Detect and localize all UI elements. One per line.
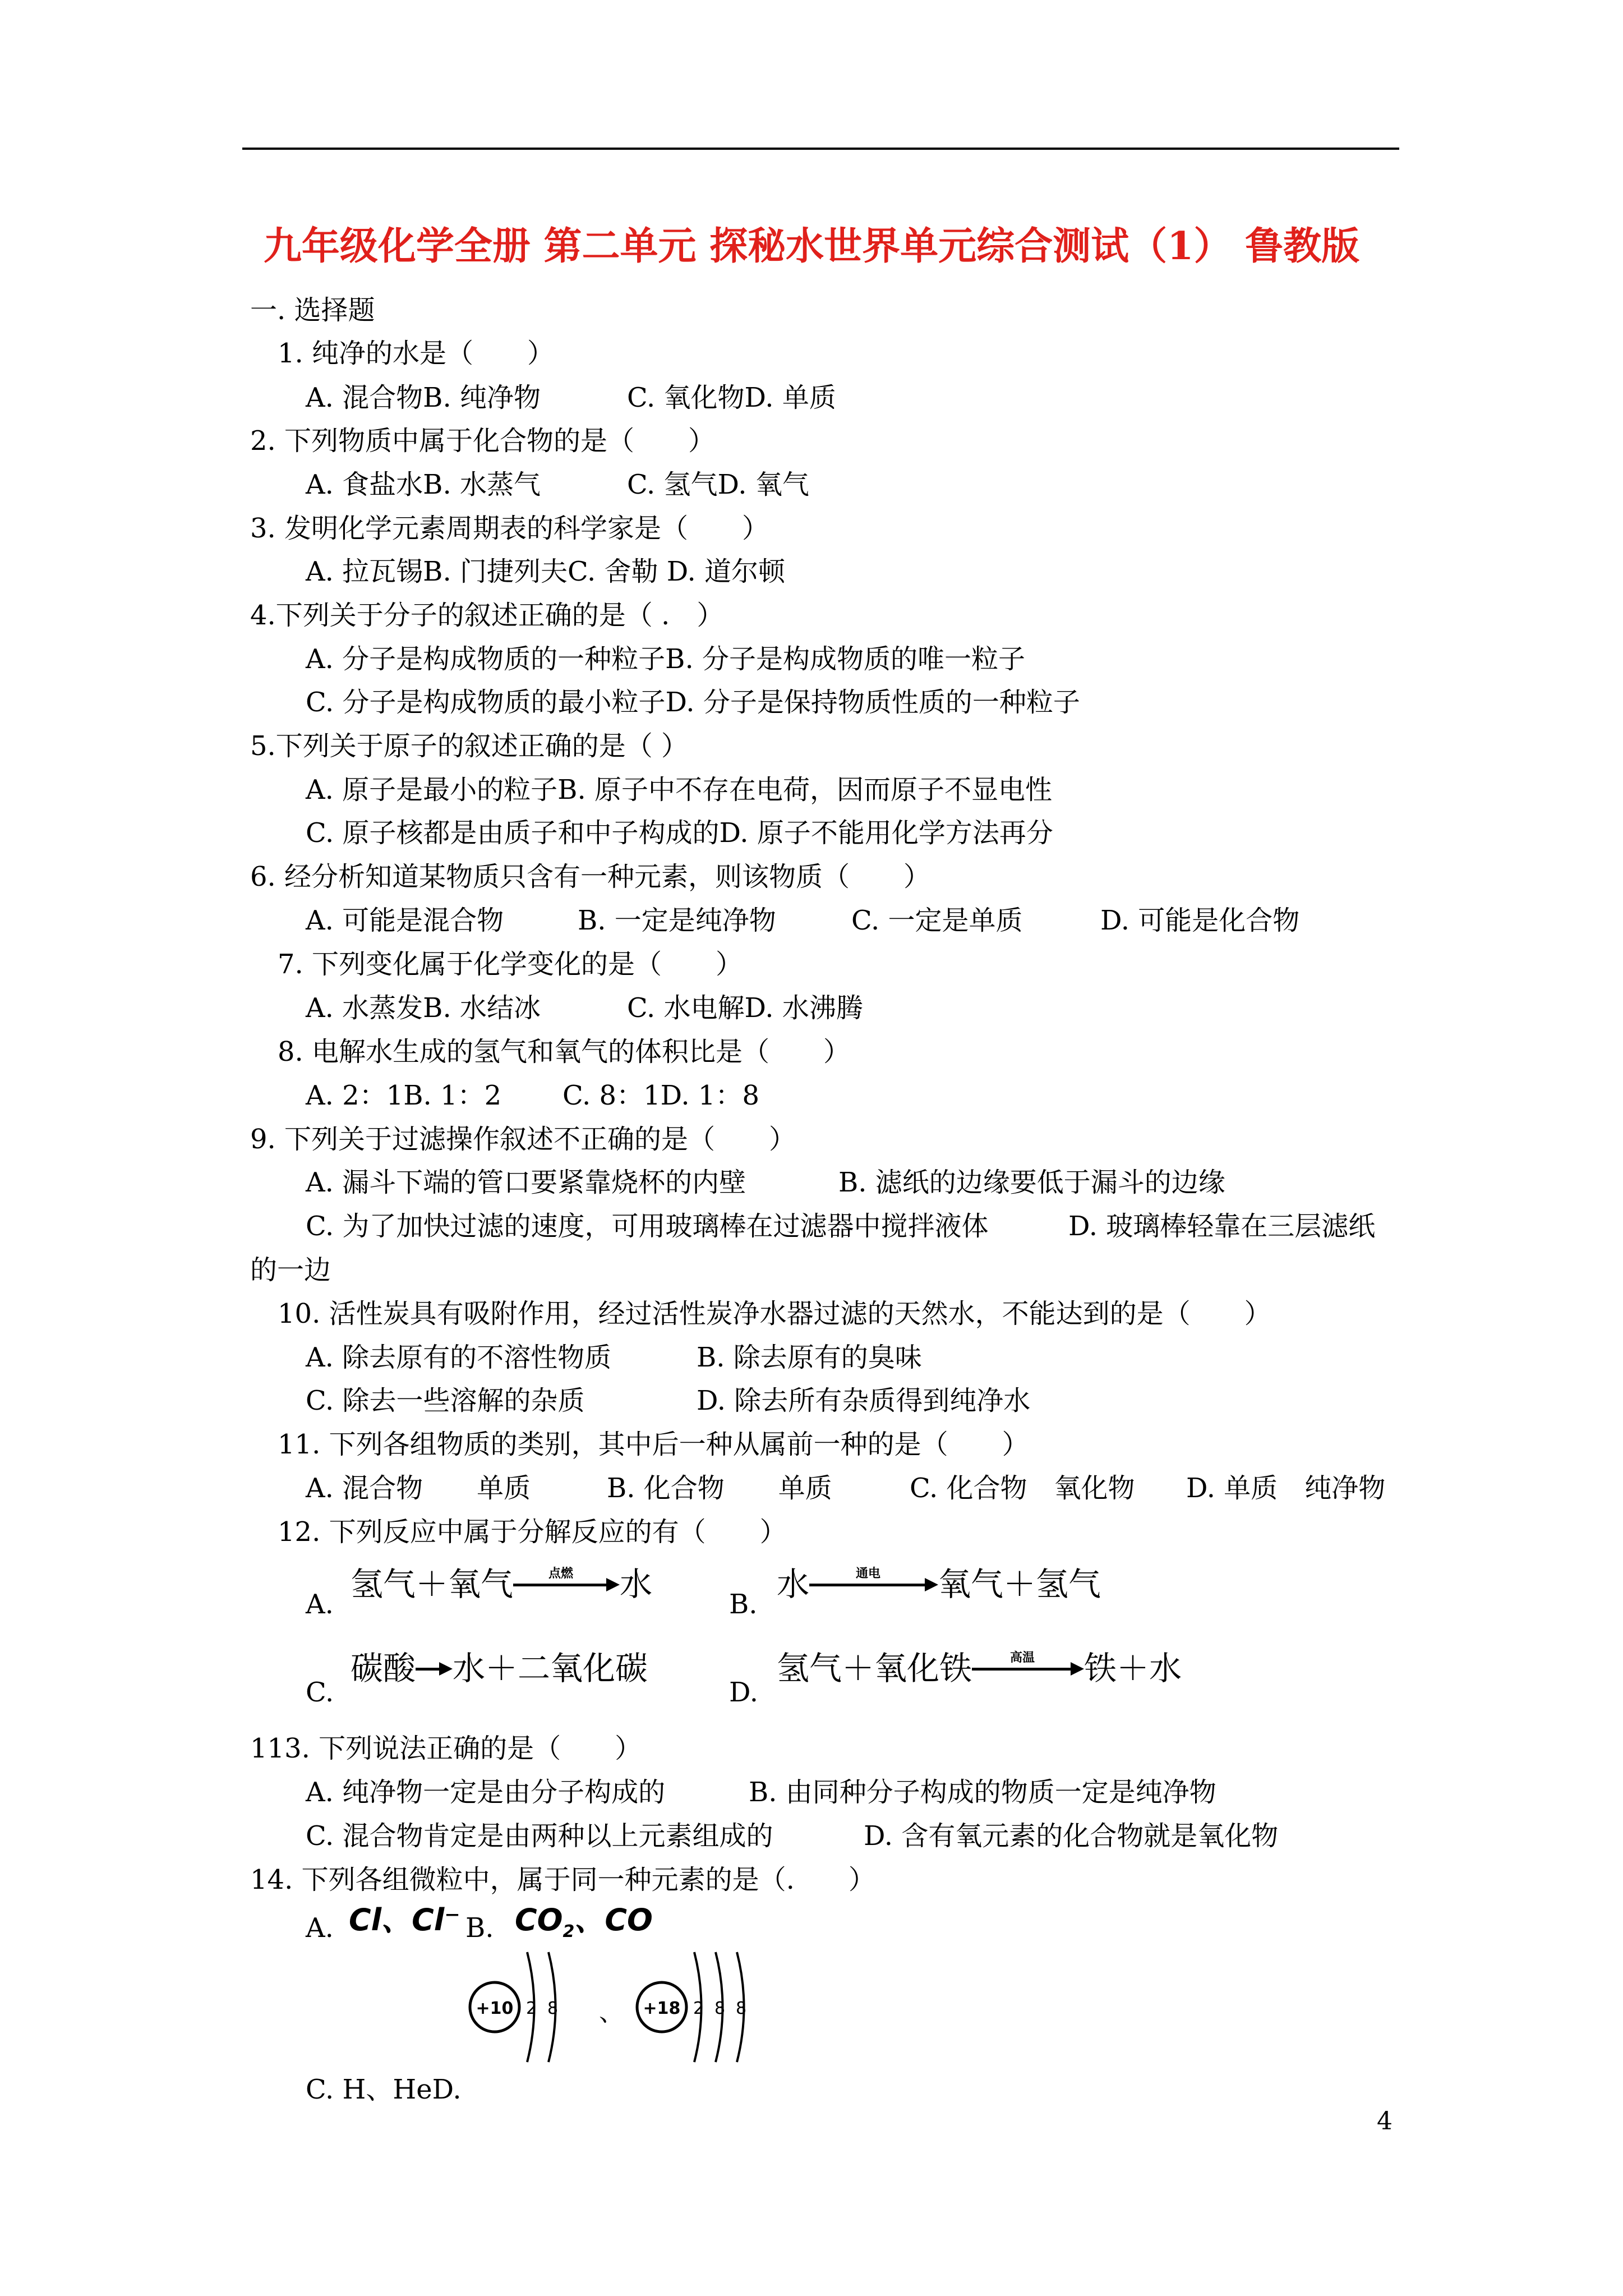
- question-6-option-a: A. 可能是混合物: [306, 905, 504, 936]
- question-1-stem: 1. 纯净的水是（ ）: [278, 338, 555, 369]
- reaction-arrow-icon: [972, 1651, 1084, 1685]
- question-8-options-cd: C. 8：1D. 1：8: [562, 1080, 759, 1111]
- question-5-stem: 5.下列关于原子的叙述正确的是（ ）: [250, 730, 689, 762]
- reaction-arrow-icon: [809, 1567, 938, 1601]
- equation-d-reactants: 氢气＋氧化铁: [777, 1649, 972, 1687]
- question-11-option-d: D. 单质 纯净物: [1186, 1473, 1386, 1504]
- question-10-option-a: A. 除去原有的不溶性物质: [306, 1342, 612, 1373]
- question-14-formula-a: Cl、Cl⁻: [349, 1902, 460, 1938]
- question-11-option-a: A. 混合物 单质: [306, 1473, 531, 1504]
- question-9-option-a: A. 漏斗下端的管口要紧靠烧杯的内壁: [306, 1167, 746, 1198]
- reaction-arrow-icon: [513, 1567, 620, 1601]
- question-13-option-b: B. 由同种分子构成的物质一定是纯净物: [749, 1777, 1216, 1808]
- atom-1-shell-2-electrons: 8: [547, 1999, 559, 2018]
- question-1-options-ab: A. 混合物B. 纯净物: [306, 382, 541, 413]
- atom-2-nucleus-charge: +18: [643, 1999, 681, 2018]
- equation-a-condition: 点燃: [548, 1567, 574, 1581]
- question-13-stem: 113. 下列说法正确的是（ ）: [250, 1733, 642, 1764]
- question-4-stem: 4.下列关于分子的叙述正确的是（ . ）: [250, 600, 724, 631]
- question-13-option-a: A. 纯净物一定是由分子构成的: [306, 1777, 666, 1808]
- formula-b-part-2: 、CO: [574, 1902, 653, 1938]
- equation-d-products: 铁＋水: [1084, 1649, 1182, 1687]
- question-5-options-1: A. 原子是最小的粒子B. 原子中不存在电荷，因而原子不显电性: [306, 774, 1052, 806]
- question-12-equation-d: [777, 1650, 1182, 1686]
- question-4-options-1: A. 分子是构成物质的一种粒子B. 分子是构成物质的唯一粒子: [306, 643, 1025, 675]
- question-7-stem: 7. 下列变化属于化学变化的是（ ）: [278, 949, 743, 980]
- equation-b-reactants: 水: [777, 1565, 810, 1603]
- question-6-option-c: C. 一定是单质: [851, 905, 1023, 936]
- question-10-option-d: D. 除去所有杂质得到纯净水: [697, 1385, 1031, 1416]
- question-2-stem: 2. 下列物质中属于化合物的是（ ）: [250, 425, 716, 457]
- question-11-option-c: C. 化合物 氧化物: [910, 1473, 1135, 1504]
- question-10-option-b: B. 除去原有的臭味: [697, 1342, 922, 1373]
- atomic-structure-diagrams: [460, 1947, 774, 2092]
- question-6-option-d: D. 可能是化合物: [1100, 905, 1300, 936]
- question-4-options-2: C. 分子是构成物质的最小粒子D. 分子是保持物质性质的一种粒子: [306, 687, 1080, 718]
- question-3-stem: 3. 发明化学元素周期表的科学家是（ ）: [250, 513, 769, 544]
- atom-1-nucleus-charge: +10: [476, 1999, 514, 2018]
- atom-2-shell-1-electrons: 2: [693, 1999, 704, 2018]
- question-13-option-c: C. 混合物肯定是由两种以上元素组成的: [306, 1820, 773, 1852]
- question-14-label-a: A.: [306, 1912, 334, 1944]
- question-12-equation-b: [777, 1566, 1101, 1602]
- question-9-option-b: B. 滤纸的边缘要低于漏斗的边缘: [838, 1167, 1225, 1198]
- question-12-label-c: C.: [306, 1677, 334, 1708]
- atom-separator: 、: [599, 1998, 624, 2027]
- question-13-option-d: D. 含有氧元素的化合物就是氧化物: [864, 1820, 1279, 1852]
- question-2-options-ab: A. 食盐水B. 水蒸气: [306, 469, 541, 500]
- question-14-formula-b: [515, 1896, 653, 1941]
- question-6-option-b: B. 一定是纯净物: [578, 905, 776, 936]
- question-9-stem: 9. 下列关于过滤操作叙述不正确的是（ ）: [250, 1124, 796, 1155]
- question-6-stem: 6. 经分析知道某物质只含有一种元素，则该物质（ ）: [250, 861, 931, 892]
- equation-b-condition: 通电: [856, 1567, 881, 1581]
- atom-structure-1: [470, 1952, 558, 2062]
- equation-d-condition: 高温: [1010, 1651, 1035, 1665]
- formula-b-subscript: 2: [562, 1921, 575, 1941]
- equation-c-products: 水＋二氧化碳: [453, 1649, 648, 1687]
- question-14-stem: 14. 下列各组微粒中，属于同一种元素的是（. ）: [250, 1864, 875, 1895]
- equation-a-reactants: 氢气＋氧气: [351, 1565, 514, 1603]
- question-3-options: A. 拉瓦锡B. 门捷列夫C. 舍勒 D. 道尔顿: [306, 556, 786, 587]
- question-5-options-2: C. 原子核都是由质子和中子构成的D. 原子不能用化学方法再分: [306, 817, 1053, 849]
- page-title: 九年级化学全册 第二单元 探秘水世界单元综合测试（1） 鲁教版: [263, 224, 1360, 269]
- equation-a-products: 水: [620, 1565, 653, 1603]
- question-10-option-c: C. 除去一些溶解的杂质: [306, 1385, 585, 1416]
- question-8-options-ab: A. 2：1B. 1：2: [306, 1080, 502, 1111]
- atom-2-shell-2-electrons: 8: [714, 1999, 726, 2018]
- equation-b-products: 氧气＋氢气: [938, 1565, 1101, 1603]
- reaction-arrow-icon: [416, 1651, 453, 1685]
- page-number: 4: [1377, 2107, 1393, 2136]
- atom-2-shell-3-electrons: 8: [736, 1999, 747, 2018]
- question-12-stem: 12. 下列反应中属于分解反应的有（ ）: [278, 1516, 787, 1548]
- atom-1-shell-1-electrons: 2: [526, 1999, 537, 2018]
- header-rule: [242, 148, 1399, 150]
- question-10-stem: 10. 活性炭具有吸附作用，经过活性炭净水器过滤的天然水，不能达到的是（ ）: [278, 1298, 1271, 1329]
- question-1-options-cd: C. 氧化物D. 单质: [627, 382, 836, 413]
- question-9-option-c: C. 为了加快过滤的速度，可用玻璃棒在过滤器中搅拌液体: [306, 1211, 989, 1242]
- question-7-options-cd: C. 水电解D. 水沸腾: [627, 992, 863, 1024]
- question-12-label-b: B.: [729, 1589, 758, 1620]
- question-11-option-b: B. 化合物 单质: [607, 1473, 832, 1504]
- atom-structure-2: [637, 1952, 746, 2062]
- question-14-label-b: B.: [465, 1912, 494, 1944]
- question-8-stem: 8. 电解水生成的氢气和氧气的体积比是（ ）: [278, 1036, 851, 1068]
- question-12-label-a: A.: [306, 1589, 334, 1620]
- question-9-option-d: D. 玻璃棒轻靠在三层滤纸: [1068, 1211, 1376, 1242]
- section-heading: 一. 选择题: [250, 295, 375, 326]
- formula-b-part-1: CO: [515, 1902, 563, 1938]
- equation-c-reactants: 碳酸: [351, 1649, 416, 1687]
- question-7-options-ab: A. 水蒸发B. 水结冰: [306, 992, 541, 1024]
- question-9-option-d-continued: 的一边: [250, 1254, 331, 1286]
- question-12-equation-c: [351, 1650, 648, 1686]
- question-2-options-cd: C. 氢气D. 氧气: [627, 469, 809, 500]
- question-12-label-d: D.: [729, 1677, 759, 1708]
- question-14-option-c: C. H、HeD.: [306, 2074, 462, 2105]
- question-12-equation-a: [351, 1566, 652, 1602]
- question-11-stem: 11. 下列各组物质的类别，其中后一种从属前一种的是（ ）: [278, 1429, 1029, 1460]
